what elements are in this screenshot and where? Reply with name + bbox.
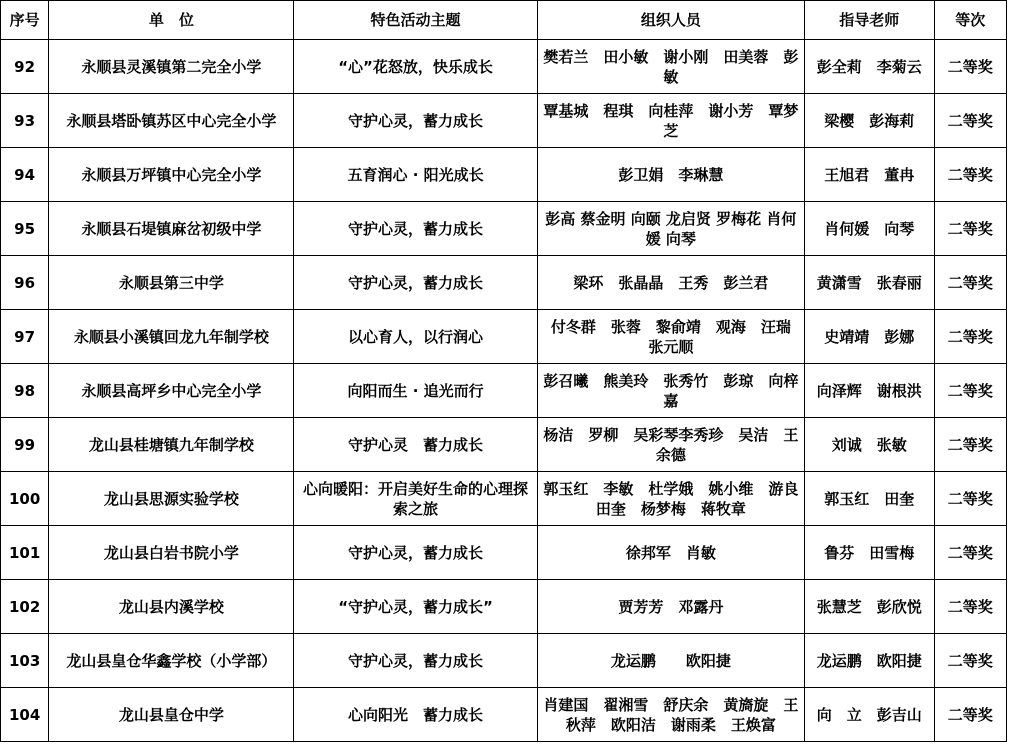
cell-no: 96 [1, 256, 49, 310]
header-no: 序号 [1, 1, 49, 40]
cell-unit: 永顺县小溪镇回龙九年制学校 [49, 310, 294, 364]
cell-theme: 守护心灵 蓄力成长 [294, 418, 537, 472]
cell-organizers: 彭卫娟 李琳慧 [537, 148, 804, 202]
table-row [1, 310, 1007, 364]
cell-teachers: 向 立 彭吉山 [804, 688, 934, 742]
cell-organizers: 彭召曦 熊美玲 张秀竹 彭琼 向梓嘉 [537, 364, 804, 418]
cell-unit: 龙山县内溪学校 [49, 580, 294, 634]
cell-award: 二等奖 [934, 310, 1006, 364]
cell-theme: 守护心灵，蓄力成长 [294, 526, 537, 580]
cell-organizers: 贾芳芳 邓露丹 [537, 580, 804, 634]
cell-teachers: 彭全莉 李菊云 [804, 40, 934, 94]
table-row [1, 148, 1007, 202]
cell-no: 97 [1, 310, 49, 364]
cell-unit: 永顺县万坪镇中心完全小学 [49, 148, 294, 202]
cell-teachers: 梁樱 彭海莉 [804, 94, 934, 148]
header-teachers: 指导老师 [804, 1, 934, 40]
cell-organizers: 梁环 张晶晶 王秀 彭兰君 [537, 256, 804, 310]
table-row [1, 40, 1007, 94]
table-body [1, 40, 1007, 742]
cell-award: 二等奖 [934, 526, 1006, 580]
cell-award: 二等奖 [934, 688, 1006, 742]
cell-teachers: 张慧芝 彭欣悦 [804, 580, 934, 634]
cell-no: 92 [1, 40, 49, 94]
table-row [1, 202, 1007, 256]
cell-award: 二等奖 [934, 94, 1006, 148]
table-row [1, 688, 1007, 742]
cell-teachers: 王旭君 董冉 [804, 148, 934, 202]
cell-award: 二等奖 [934, 418, 1006, 472]
table-row [1, 256, 1007, 310]
cell-unit: 永顺县塔卧镇苏区中心完全小学 [49, 94, 294, 148]
cell-organizers: 徐邦军 肖敏 [537, 526, 804, 580]
cell-organizers: 郭玉红 李敏 杜学娥 姚小维 游良 田奎 杨梦梅 蒋牧章 [537, 472, 804, 526]
header-row [1, 1, 1007, 40]
cell-no: 103 [1, 634, 49, 688]
header-organizers: 组织人员 [537, 1, 804, 40]
cell-unit: 永顺县第三中学 [49, 256, 294, 310]
cell-unit: 龙山县白岩书院小学 [49, 526, 294, 580]
cell-unit: 永顺县高坪乡中心完全小学 [49, 364, 294, 418]
cell-theme: 以心育人，以行润心 [294, 310, 537, 364]
cell-teachers: 龙运鹏 欧阳捷 [804, 634, 934, 688]
cell-award: 二等奖 [934, 202, 1006, 256]
cell-unit: 龙山县思源实验学校 [49, 472, 294, 526]
cell-organizers: 樊若兰 田小敏 谢小刚 田美蓉 彭敏 [537, 40, 804, 94]
cell-no: 98 [1, 364, 49, 418]
table-row [1, 364, 1007, 418]
cell-theme: “心”花怒放，快乐成长 [294, 40, 537, 94]
cell-no: 95 [1, 202, 49, 256]
cell-theme: 守护心灵，蓄力成长 [294, 634, 537, 688]
cell-teachers: 黄潇雪 张春丽 [804, 256, 934, 310]
table-row [1, 94, 1007, 148]
cell-teachers: 史靖靖 彭娜 [804, 310, 934, 364]
table-row [1, 418, 1007, 472]
cell-award: 二等奖 [934, 634, 1006, 688]
cell-teachers: 向泽辉 谢根洪 [804, 364, 934, 418]
cell-no: 94 [1, 148, 49, 202]
cell-no: 101 [1, 526, 49, 580]
cell-no: 100 [1, 472, 49, 526]
cell-award: 二等奖 [934, 40, 1006, 94]
cell-organizers: 覃基城 程琪 向桂萍 谢小芳 覃梦芝 [537, 94, 804, 148]
header-unit: 单 位 [49, 1, 294, 40]
cell-theme: 心向阳光 蓄力成长 [294, 688, 537, 742]
cell-organizers: 龙运鹏 欧阳捷 [537, 634, 804, 688]
cell-unit: 永顺县石堤镇麻岔初级中学 [49, 202, 294, 256]
cell-no: 93 [1, 94, 49, 148]
cell-organizers: 彭高 蔡金明 向颐 龙启贤 罗梅花 肖何媛 向琴 [537, 202, 804, 256]
cell-theme: 心向暖阳：开启美好生命的心理探索之旅 [294, 472, 537, 526]
cell-award: 二等奖 [934, 256, 1006, 310]
table-row [1, 634, 1007, 688]
cell-unit: 龙山县皇仓华鑫学校（小学部） [49, 634, 294, 688]
cell-no: 99 [1, 418, 49, 472]
cell-unit: 永顺县灵溪镇第二完全小学 [49, 40, 294, 94]
cell-organizers: 肖建国 翟湘雪 舒庆余 黄旖旋 王秋萍 欧阳洁 谢雨柔 王焕富 [537, 688, 804, 742]
cell-theme: 守护心灵，蓄力成长 [294, 256, 537, 310]
header-award: 等次 [934, 1, 1006, 40]
cell-unit: 龙山县桂塘镇九年制学校 [49, 418, 294, 472]
cell-teachers: 肖何媛 向琴 [804, 202, 934, 256]
cell-theme: 守护心灵，蓄力成长 [294, 94, 537, 148]
cell-theme: 五育润心 · 阳光成长 [294, 148, 537, 202]
table-row [1, 526, 1007, 580]
header-theme: 特色活动主题 [294, 1, 537, 40]
cell-award: 二等奖 [934, 580, 1006, 634]
cell-award: 二等奖 [934, 364, 1006, 418]
cell-theme: 守护心灵，蓄力成长 [294, 202, 537, 256]
cell-no: 102 [1, 580, 49, 634]
table-row [1, 472, 1007, 526]
cell-organizers: 付冬群 张蓉 黎俞靖 观海 汪瑞 张元顺 [537, 310, 804, 364]
cell-teachers: 郭玉红 田奎 [804, 472, 934, 526]
cell-award: 二等奖 [934, 148, 1006, 202]
cell-no: 104 [1, 688, 49, 742]
cell-award: 二等奖 [934, 472, 1006, 526]
cell-theme: “守护心灵，蓄力成长” [294, 580, 537, 634]
table-row [1, 580, 1007, 634]
cell-teachers: 鲁芬 田雪梅 [804, 526, 934, 580]
cell-unit: 龙山县皇仓中学 [49, 688, 294, 742]
cell-organizers: 杨洁 罗柳 吴彩琴李秀珍 吴洁 王余德 [537, 418, 804, 472]
cell-theme: 向阳而生 · 追光而行 [294, 364, 537, 418]
cell-teachers: 刘诚 张敏 [804, 418, 934, 472]
